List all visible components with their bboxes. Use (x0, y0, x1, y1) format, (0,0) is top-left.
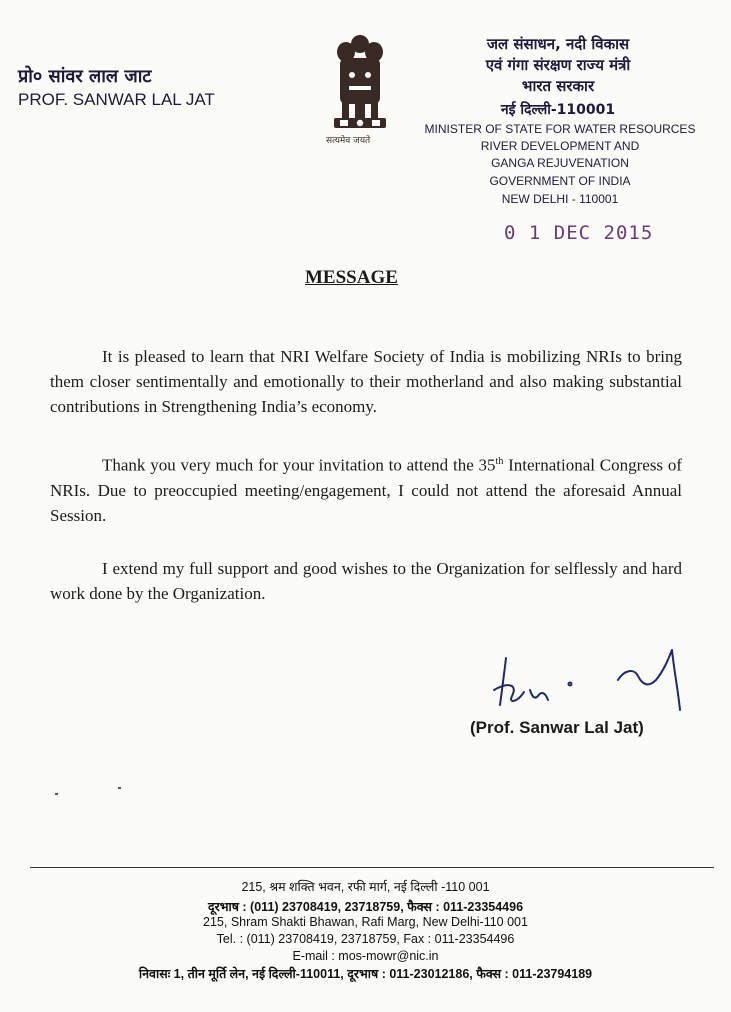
scan-speck (118, 787, 121, 789)
paragraph-2-text-a: Thank you very much for your invitation to attend the 35 (102, 455, 496, 475)
minister-name-english: PROF. SANWAR LAL JAT (18, 90, 215, 109)
handwritten-signature (488, 640, 698, 720)
footer-phone-english: Tel. : (011) 23708419, 23718759, Fax : 011-23354496 (216, 932, 515, 946)
title-english-line-3: GANGA REJUVENATION (491, 156, 629, 170)
title-hindi-line-3: भारत सरकार (521, 77, 595, 95)
footer-residence: निवासः 1, तीन मूर्ति लेन, नई दिल्ली-110011, दूरभाष : 011-23012186, फैक्स : 011-23794189 (138, 967, 593, 981)
message-paragraph-3 (50, 556, 682, 606)
ordinal-suffix: th (495, 456, 504, 467)
emblem-motto: सत्यमेव जयते (326, 136, 371, 146)
footer-phone-hindi: दूरभाष : (011) 23708419, 23718759, फैक्स : 011-23354496 (207, 900, 524, 914)
message-heading: MESSAGE (305, 267, 398, 288)
footer-email: E-mail : mos-mowr@nic.in (292, 949, 439, 963)
title-hindi-line-2: एवं गंगा संरक्षण राज्य मंत्री (485, 56, 631, 74)
title-english-line-1: MINISTER OF STATE FOR WATER RESOURCES (424, 122, 696, 136)
paragraph-1-text: It is pleased to learn that NRI Welfare Society of India is mobilizing NRIs to bring them closer sentimentally and emotionally to their motherland and also making substantial contributions in Strengthening India’s economy. (50, 347, 682, 416)
title-english-line-5: NEW DELHI - 110001 (501, 192, 619, 206)
scan-speck (55, 793, 58, 795)
title-english-line-4: GOVERNMENT OF INDIA (489, 174, 631, 188)
minister-name-hindi: प्रो० सांवर लाल जाट (18, 66, 152, 87)
footer-address-english: 215, Shram Shakti Bhawan, Rafi Marg, New Delhi-110 001 (203, 915, 528, 929)
signatory-name: (Prof. Sanwar Lal Jat) (470, 718, 644, 737)
title-hindi-line-1: जल संसाधन, नदी विकास (486, 35, 630, 53)
footer-address-hindi: 215, श्रम शक्ति भवन, रफी मार्ग, नई दिल्ली -110 001 (241, 880, 490, 894)
message-paragraph-1 (50, 344, 682, 419)
message-paragraph-2 (50, 449, 682, 528)
title-hindi-line-4: नई दिल्ली-110001 (500, 102, 616, 118)
paragraph-2-text-b: International Congress of NRIs. Due to preoccupied meeting/engagement, I could not attend the aforesaid Annual Session. (50, 455, 683, 525)
footer-divider (30, 867, 714, 868)
paragraph-3-text: I extend my full support and good wishes to the Organization for selflessly and hard work done by the Organization. (50, 559, 682, 603)
national-emblem-icon (322, 30, 398, 150)
title-english-line-2: RIVER DEVELOPMENT AND (480, 139, 640, 153)
date-stamp: 0 1 DEC 2015 (504, 222, 654, 244)
